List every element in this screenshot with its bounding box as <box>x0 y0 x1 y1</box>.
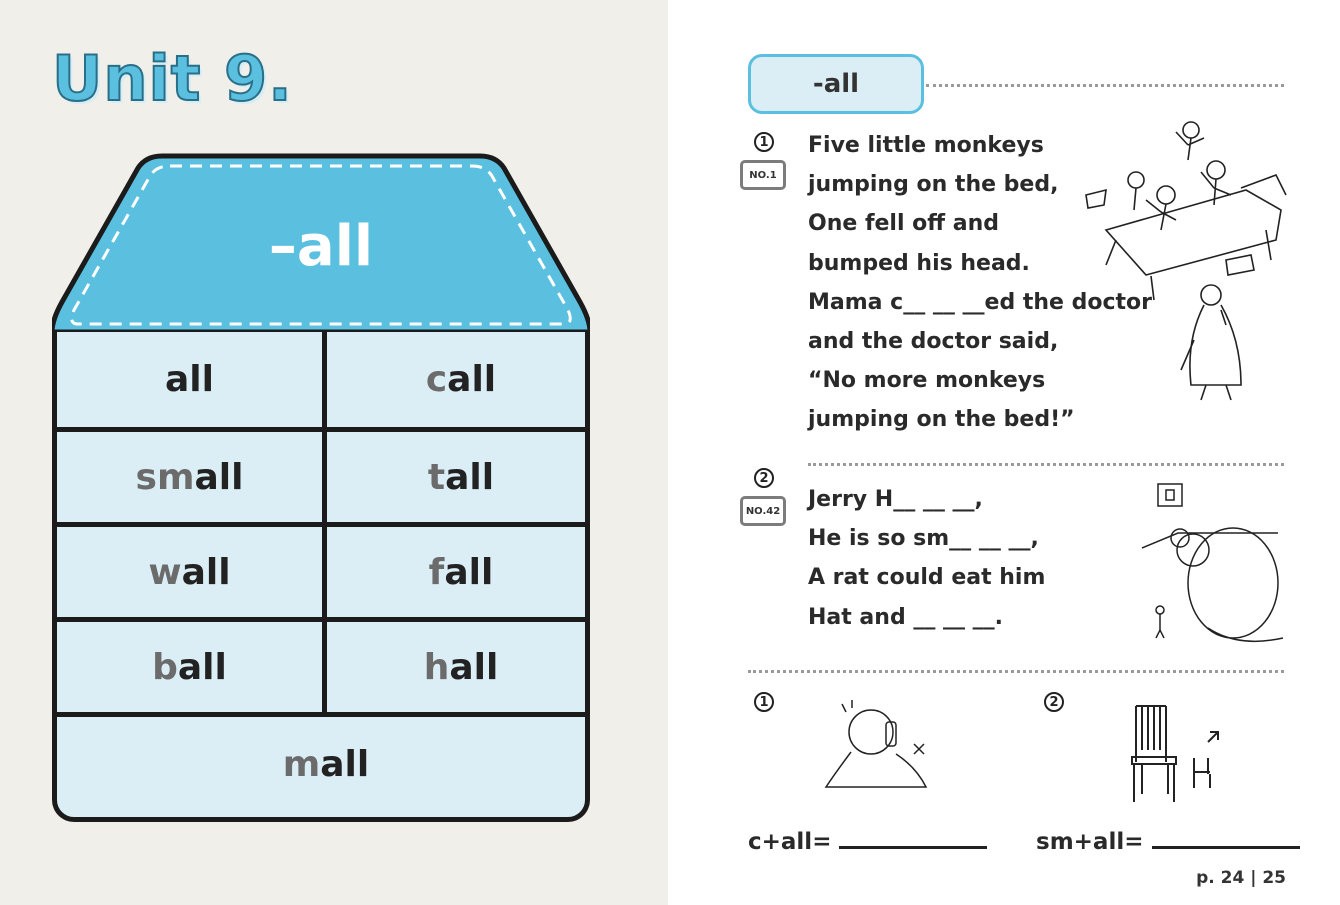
poem-line: jumping on the bed, <box>808 172 1059 198</box>
section-number: 1 <box>754 132 774 152</box>
poem-line: Five little monkeys <box>808 133 1044 158</box>
dotted-divider <box>748 670 1284 673</box>
word-cell: h all <box>423 646 499 688</box>
dotted-divider <box>808 463 1284 466</box>
exercise-answer: c+all= <box>748 824 987 855</box>
poem-line: and the doctor said, <box>808 329 1059 355</box>
exercise-number: 2 <box>1044 692 1064 712</box>
left-page <box>0 0 668 905</box>
word-cell: t all <box>427 456 495 498</box>
word-cell: c all <box>425 359 497 400</box>
poem-line: Hat and __ __ __. <box>808 604 1004 630</box>
answer-blank[interactable] <box>839 824 987 849</box>
poem-line: He is so sm__ __ __, <box>808 526 1039 552</box>
rat-illustration <box>1138 478 1288 648</box>
unit-title: Unit 9. <box>52 42 293 115</box>
monkeys-bed-illustration <box>1076 100 1296 410</box>
chairs-illustration <box>1128 702 1238 807</box>
poem-line: A rat could eat him <box>808 565 1046 591</box>
word-family-tag: -all <box>748 54 924 114</box>
word-cell: w all <box>148 551 231 593</box>
poem-line: jumping on the bed!” <box>808 407 1075 433</box>
dotted-divider <box>926 84 1284 87</box>
section-number: 2 <box>754 468 774 488</box>
word-cell: all <box>165 359 214 400</box>
poem-line: bumped his head. <box>808 250 1030 276</box>
word-cell: sm all <box>135 456 244 498</box>
word-cell: m all <box>282 744 370 785</box>
poem-line: One fell off and <box>808 211 1000 237</box>
answer-blank[interactable] <box>1152 824 1300 849</box>
word-grid <box>52 332 590 822</box>
page-numbers: p. 24 | 25 <box>1196 868 1286 888</box>
word-house <box>52 152 590 822</box>
poem-line: Jerry H__ __ __, <box>808 487 983 512</box>
roof-label: –all <box>268 214 374 279</box>
exercise-answer: sm+all= <box>1036 824 1300 855</box>
poem-line: “No more monkeys <box>808 368 1046 394</box>
song-number-badge: NO.1 <box>740 160 786 190</box>
right-page <box>668 0 1340 905</box>
word-cell: f all <box>428 551 494 593</box>
song-number-badge: NO.42 <box>740 496 786 526</box>
exercise-number: 1 <box>754 692 774 712</box>
poem-line: Mama c__ __ __ed the doctor <box>808 289 1152 315</box>
word-cell: b all <box>152 646 227 688</box>
poem-jerry <box>808 480 1045 637</box>
monkey-phone-illustration <box>816 692 946 792</box>
